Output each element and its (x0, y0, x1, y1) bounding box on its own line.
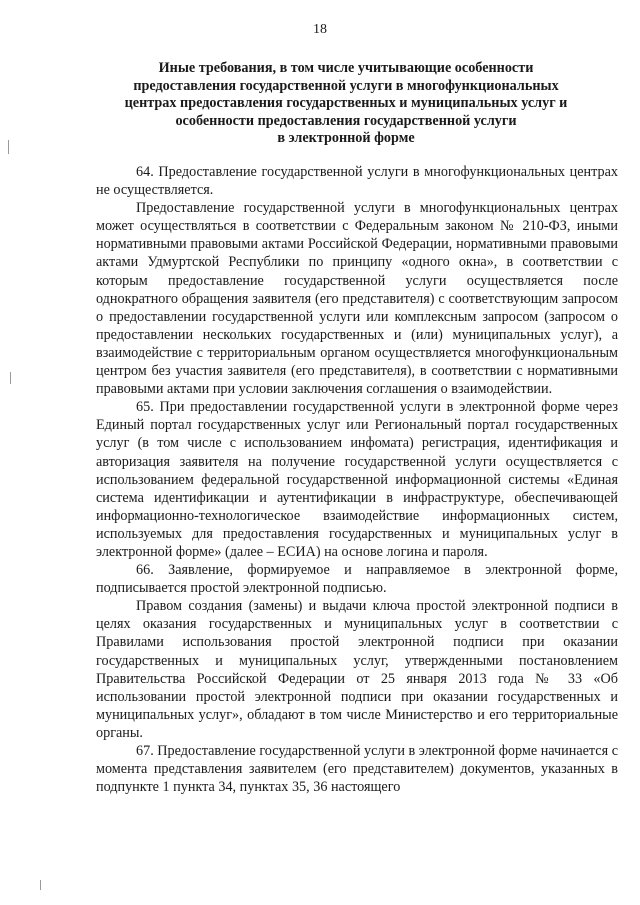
page-number: 18 (313, 22, 327, 37)
paragraph-66: 66. Заявление, формируемое и направляемое в электронной форме, подписывается простой электронной подписью. (96, 562, 618, 597)
heading-line: центрах предоставления государственных и муниципальных услуг и (124, 95, 568, 112)
scan-mark (10, 372, 11, 384)
heading-line: Иные требования, в том числе учитывающие особенности (158, 60, 534, 76)
body-text (96, 163, 618, 796)
section-heading (96, 60, 596, 148)
paragraph-66-signature-rights: Правом создания (замены) и выдачи ключа простой электронной подписи в целях оказания государственных и муниципальных услуг в соответствии с Правилами использования простой электронной подписи при оказании государственных и муниципальных услуг, утвержденными постановлением Правительства Российской Федерации от 25 января 2013 года № 33 «Об использовании простой электронной подписи при оказании государственных и муниципальных услуг», обладают в том числе Министерство и его территориальные органы. (96, 598, 618, 741)
heading-line: предоставления государственной услуги в многофункциональных (133, 77, 559, 94)
paragraph-64-mfc: Предоставление государственной услуги в многофункциональных центрах может осуществляться в соответствии с Федеральным законом № 210-ФЗ, иными нормативными правовыми актами Российской Федерации, нормативными правовыми актами Удмуртской Республики по принципу «одного окна», в соответствии с которым предоставление государственной услуги осуществляется после однократного обращения заявителя (его представителя) с соответствующим запросом о предоставлении государственной услуги или комплексным запросом (запросом о предоставлении нескольких государственных и (или) муниципальных услуг), а взаимодействие с территориальным органом осуществляется многофункциональным центром без участия заявителя (его представителя), в соответствии с нормативными правовыми актами при условии заключения соглашения о взаимодействии. (96, 200, 618, 398)
paragraph-65: 65. При предоставлении государственной услуги в электронной форме через Единый портал государственных услуг или Региональный портал государственных услуг (в том числе с использованием инфомата) регистрация, идентификация и авторизация заявителя на получение государственной услуги осуществляется с использованием федеральной государственной информационной системы «Единая система идентификации и аутентификации в инфраструктуре, обеспечивающей информационно-технологическое взаимодействие информационных систем, используемых для предоставления государственных и муниципальных услуг в электронной форме» (далее – ЕСИА) на основе логина и пароля. (96, 399, 618, 560)
heading-line: особенности предоставления государственной услуги (175, 112, 517, 129)
heading-line: в электронной форме (277, 130, 415, 147)
paragraph-64: 64. Предоставление государственной услуги в многофункциональных центрах не осуществляется. (96, 164, 618, 199)
scan-mark (8, 140, 9, 154)
scan-mark (40, 880, 41, 890)
paragraph-67: 67. Предоставление государственной услуги в электронной форме начинается с момента представления заявителем (его представителем) документов, указанных в подпункте 1 пункта 34, пунктах 35, 36 настоящего (96, 743, 618, 796)
